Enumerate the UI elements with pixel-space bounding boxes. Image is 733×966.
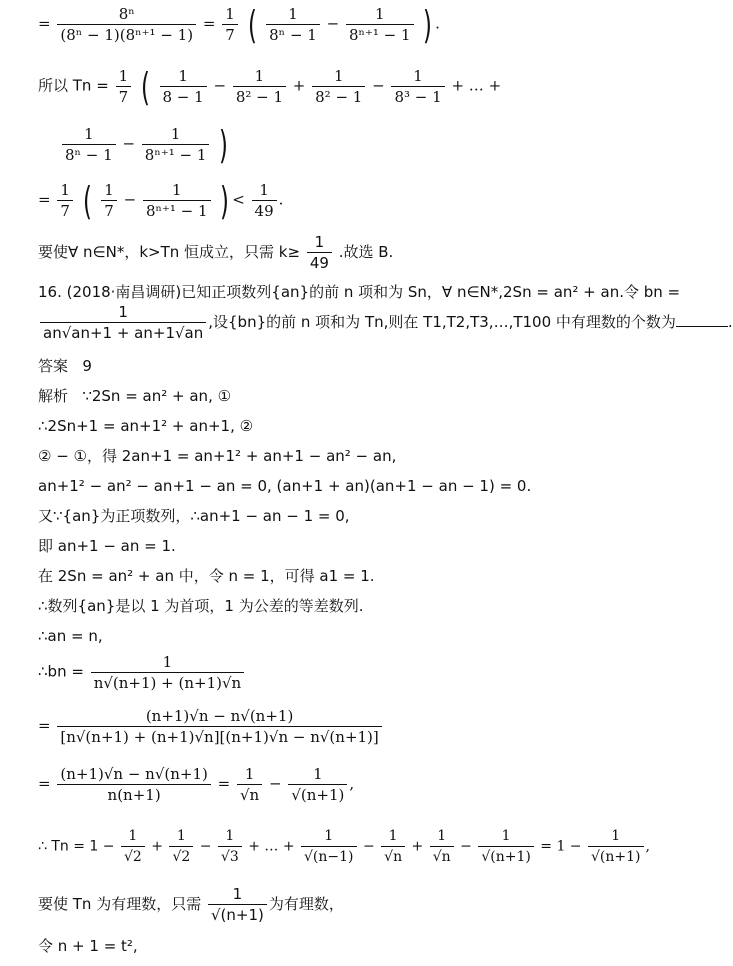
numerator: 1 bbox=[244, 765, 255, 783]
denominator: an√an+1 + an+1√an bbox=[40, 322, 206, 343]
denominator: 7 bbox=[116, 86, 132, 107]
equation-line-2: 所以 Tn = $\frac{1}{7}$ ( $\frac{1}{8 - 1}$ − $\frac{1}{\text{8² − 1}}$ + $\frac{1}{\text{8² − 1}}$ − $\frac{1}{\text{8³ − 1}}$ + … + bbox=[38, 64, 502, 109]
answer-value: 9 bbox=[82, 357, 92, 375]
numerator: 1 bbox=[259, 181, 269, 199]
text: ∴bn = bbox=[38, 662, 84, 681]
denominator: √(n+1) bbox=[208, 904, 267, 925]
numerator: 1 bbox=[501, 828, 511, 844]
analysis-line-11 bbox=[38, 706, 384, 747]
denominator: n(n+1) bbox=[57, 784, 211, 805]
fraction bbox=[222, 4, 238, 45]
denominator: √(n−1) bbox=[301, 846, 357, 867]
equation-line-4: = $\frac{1}{7}$ ( $\frac{1}{7}$ − $\frac{1}{\text{8ⁿ⁺¹ − 1}}$ ) < $\frac{1}{49}$ . bbox=[38, 178, 284, 223]
numerator: 1 bbox=[170, 125, 181, 143]
fraction bbox=[381, 826, 405, 867]
analysis-line-1 bbox=[38, 386, 231, 406]
left-paren: ( bbox=[247, 2, 257, 47]
fraction bbox=[588, 826, 644, 867]
text: .故选 B. bbox=[338, 243, 394, 261]
result: = 1 − bbox=[540, 838, 582, 855]
equation-line-1: = $\frac{\text{8ⁿ}}{\text{(8ⁿ − 1)(8ⁿ⁺¹ − 1)}}$ = $\frac{1}{7}$ ( $\frac{1}{\text{8ⁿ − 1}}$ − $\frac{1}{\text{8ⁿ⁺¹ − 1}}$ ) . bbox=[38, 2, 440, 47]
denominator: 8ⁿ⁺¹ − 1 bbox=[142, 144, 210, 165]
equals-sign: = bbox=[217, 774, 231, 793]
right-paren: ) bbox=[219, 122, 229, 167]
left-paren: ( bbox=[82, 178, 92, 223]
analysis-line-2: ∴2Sn+1 = an+1² + an+1, ② bbox=[38, 417, 254, 435]
denominator: 8ⁿ⁺¹ − 1 bbox=[143, 200, 211, 221]
denominator: √2 bbox=[169, 846, 193, 867]
fraction bbox=[288, 764, 347, 805]
fraction bbox=[57, 180, 73, 221]
text: 为有理数， bbox=[268, 895, 344, 913]
equals-sign: = bbox=[38, 716, 51, 735]
denominator: 49 bbox=[252, 200, 277, 221]
denominator: √n bbox=[430, 846, 454, 867]
equals-sign: = bbox=[202, 14, 216, 33]
numerator: 1 bbox=[104, 181, 114, 199]
fraction bbox=[91, 652, 245, 693]
fraction bbox=[301, 826, 357, 867]
fraction bbox=[237, 764, 262, 805]
fraction bbox=[252, 180, 277, 221]
fraction bbox=[208, 884, 267, 925]
analysis-line-6: 即 an+1 − an = 1. bbox=[38, 537, 176, 555]
denominator: √(n+1) bbox=[478, 846, 534, 867]
analysis-label: 解析 bbox=[38, 387, 69, 405]
numerator: 1 bbox=[128, 828, 138, 844]
analysis-line-10 bbox=[38, 652, 246, 693]
numerator: 1 bbox=[232, 885, 243, 903]
denominator: √(n+1) bbox=[588, 846, 644, 867]
problem-text: 已知正项数列{an}的前 n 项和为 Sn，∀ n∈N*,2Sn = an² + an.令 bn = bbox=[181, 283, 681, 301]
fraction bbox=[478, 826, 534, 867]
equals-sign: = bbox=[38, 14, 51, 33]
analysis-line-5: 又∵{an}为正项数列，∴an+1 − an − 1 = 0, bbox=[38, 507, 350, 525]
denominator: 8² − 1 bbox=[312, 86, 365, 107]
denominator: (8ⁿ − 1)(8ⁿ⁺¹ − 1) bbox=[57, 24, 196, 45]
denominator: n√(n+1) + (n+1)√n bbox=[91, 672, 245, 693]
text: 要使∀ n∈N*，k>Tn 恒成立，只需 k≥ bbox=[38, 243, 301, 261]
analysis-line-15: 令 n + 1 = t², bbox=[38, 937, 138, 955]
numerator: 1 bbox=[333, 67, 344, 85]
conclusion-line bbox=[38, 232, 393, 273]
numerator: 1 bbox=[324, 828, 334, 844]
fraction bbox=[101, 180, 117, 221]
answer-line bbox=[38, 356, 92, 376]
denominator: √2 bbox=[121, 846, 145, 867]
numerator: (n+1)√n − n√(n+1) bbox=[145, 707, 294, 725]
analysis-line-3: ② − ①，得 2an+1 = an+1² + an+1 − an² − an, bbox=[38, 447, 397, 465]
period: . bbox=[435, 14, 440, 33]
numerator: 1 bbox=[314, 233, 325, 251]
fraction bbox=[307, 232, 332, 273]
numerator: 1 bbox=[60, 181, 70, 199]
numerator: 1 bbox=[84, 125, 94, 143]
left-paren: ( bbox=[140, 64, 150, 109]
comma: , bbox=[645, 838, 650, 855]
denominator: √3 bbox=[218, 846, 242, 867]
denominator: 7 bbox=[57, 200, 73, 221]
fraction bbox=[121, 826, 145, 867]
answer-blank bbox=[676, 312, 728, 327]
fraction bbox=[312, 66, 365, 107]
denominator: 8³ − 1 bbox=[391, 86, 444, 107]
equation-line-3: $\frac{1}{\text{8ⁿ − 1}}$ − $\frac{1}{\text{8ⁿ⁺¹ − 1}}$ ) bbox=[60, 124, 231, 165]
comma: , bbox=[349, 774, 355, 793]
denominator: 49 bbox=[307, 252, 332, 273]
fraction bbox=[160, 66, 207, 107]
fraction bbox=[57, 4, 196, 45]
period: . bbox=[278, 190, 284, 209]
numerator: 1 bbox=[374, 5, 385, 23]
fraction bbox=[218, 826, 242, 867]
period: . bbox=[727, 313, 733, 331]
fraction bbox=[346, 4, 414, 45]
numerator: 1 bbox=[225, 828, 235, 844]
numerator: 1 bbox=[611, 828, 621, 844]
problem-number: 16. bbox=[38, 283, 62, 301]
denominator: √(n+1) bbox=[288, 784, 347, 805]
text: 所以 Tn = bbox=[38, 76, 109, 95]
numerator: 1 bbox=[162, 653, 173, 671]
fraction bbox=[57, 764, 211, 805]
numerator: 1 bbox=[176, 828, 186, 844]
analysis-line-4: an+1² − an² − an+1 − an = 0, (an+1 + an)(an+1 − an − 1) = 0. bbox=[38, 477, 532, 495]
denominator: 8ⁿ − 1 bbox=[62, 144, 116, 165]
denominator: 8ⁿ⁺¹ − 1 bbox=[346, 24, 414, 45]
denominator: √n bbox=[381, 846, 405, 867]
numerator: 1 bbox=[288, 5, 298, 23]
ellipsis: + … + bbox=[451, 76, 502, 95]
numerator: 1 bbox=[437, 828, 447, 844]
fraction bbox=[40, 302, 206, 343]
fraction bbox=[233, 66, 286, 107]
numerator: 8ⁿ bbox=[118, 5, 135, 23]
fraction bbox=[62, 124, 116, 165]
numerator: (n+1)√n − n√(n+1) bbox=[60, 765, 208, 783]
denominator: 7 bbox=[222, 24, 238, 45]
equals-sign: = bbox=[38, 774, 51, 793]
numerator: 1 bbox=[178, 67, 188, 85]
denominator: 8² − 1 bbox=[233, 86, 286, 107]
text: 要使 Tn 为有理数，只需 bbox=[38, 895, 202, 913]
analysis-line-9: ∴an = n, bbox=[38, 627, 103, 645]
problem-stem-line-2 bbox=[38, 302, 733, 343]
numerator: 1 bbox=[254, 67, 265, 85]
analysis-line-12: = $\frac{(n+1)√n - n√(n+1)}{n(n+1)}$ = $\frac{1}{√n}$ − $\frac{1}{√(n+1)}$ , bbox=[38, 765, 355, 804]
problem-source: (2018·南昌调研) bbox=[66, 283, 182, 301]
numerator: 1 bbox=[313, 765, 323, 783]
fraction bbox=[430, 826, 454, 867]
fraction bbox=[57, 706, 381, 747]
denominator: 7 bbox=[101, 200, 117, 221]
answer-label: 答案 bbox=[38, 357, 69, 375]
problem-stem-line-1 bbox=[38, 282, 680, 302]
numerator: 1 bbox=[171, 181, 182, 199]
numerator: 1 bbox=[225, 5, 235, 23]
analysis-line-13: ∴ Tn = 1 − $\frac{1}{√2}$ + $\frac{1}{√2}$ − $\frac{1}{√3}$ + … + $\frac{1}{√(n-1)}$ − $\frac{1}{√n}$ + $\frac{1}{√n}$ − $\frac{1}{√(n+1)}$ = 1 − $\frac{1}{√(n+1)}$ , bbox=[38, 828, 650, 865]
denominator: 8 − 1 bbox=[160, 86, 207, 107]
denominator: 8ⁿ − 1 bbox=[266, 24, 320, 45]
equals-sign: = bbox=[38, 190, 51, 209]
step: ∵2Sn = an² + an, ① bbox=[82, 387, 232, 405]
text: ∴ Tn = 1 − bbox=[38, 838, 115, 855]
less-than: < bbox=[232, 190, 245, 209]
fraction bbox=[143, 180, 211, 221]
ellipsis: + … + bbox=[248, 838, 295, 855]
denominator: [n√(n+1) + (n+1)√n][(n+1)√n − n√(n+1)] bbox=[57, 726, 381, 747]
problem-text: ,设{bn}的前 n 项和为 Tn,则在 T1,T2,T3,…,T100 中有理数的个数为 bbox=[208, 313, 676, 331]
right-paren: ) bbox=[220, 178, 230, 223]
numerator: 1 bbox=[118, 303, 128, 321]
fraction bbox=[142, 124, 210, 165]
analysis-line-14 bbox=[38, 884, 344, 925]
fraction bbox=[169, 826, 193, 867]
right-paren: ) bbox=[423, 2, 433, 47]
analysis-line-7: 在 2Sn = an² + an 中，令 n = 1，可得 a1 = 1. bbox=[38, 567, 375, 585]
fraction bbox=[266, 4, 320, 45]
denominator: √n bbox=[237, 784, 262, 805]
numerator: 1 bbox=[388, 828, 398, 844]
fraction bbox=[116, 66, 132, 107]
numerator: 1 bbox=[413, 67, 423, 85]
fraction bbox=[391, 66, 444, 107]
analysis-line-8: ∴数列{an}是以 1 为首项，1 为公差的等差数列. bbox=[38, 597, 364, 615]
numerator: 1 bbox=[118, 67, 129, 85]
